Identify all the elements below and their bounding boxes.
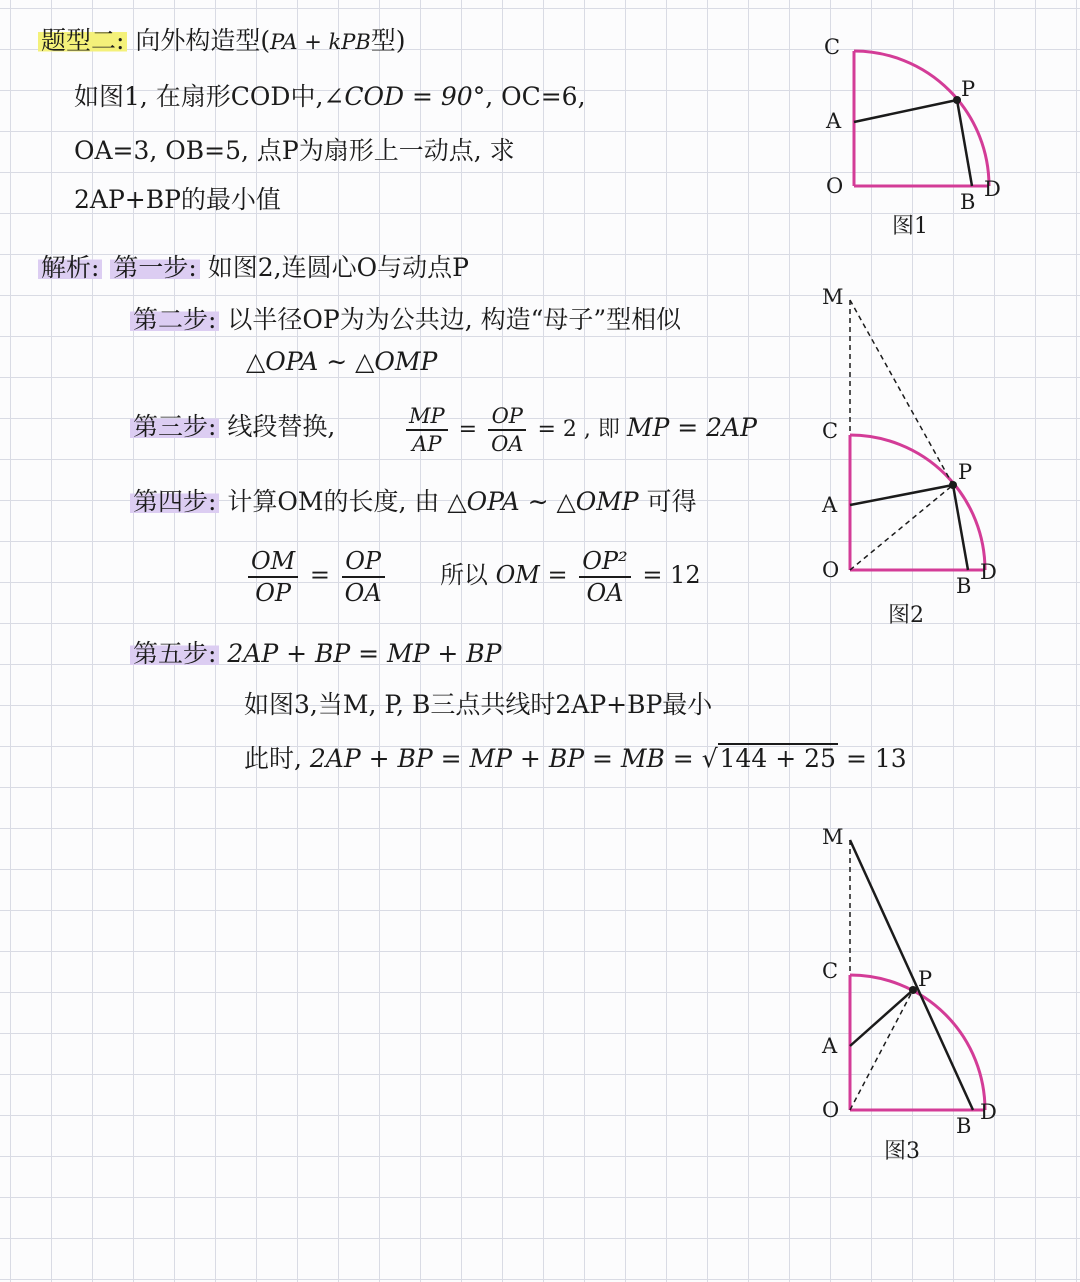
dashed-segment-mp <box>850 300 953 485</box>
fraction-denominator: OA <box>491 432 524 456</box>
label-c: C <box>822 959 839 983</box>
figure-3-caption: 图3 <box>884 1139 920 1164</box>
figure-2 <box>810 282 1040 632</box>
equals-sign: = <box>309 561 330 589</box>
segment-ap <box>854 100 957 122</box>
step1-text: 如图2,连圆心O与动点P <box>207 253 469 282</box>
label-b: B <box>956 1114 972 1138</box>
solution-step-4 <box>130 485 697 519</box>
label-d: D <box>984 177 1001 201</box>
om-result: = 12 <box>642 561 701 589</box>
step4-formula: △OPA ∼ △OMP <box>447 487 639 516</box>
dashed-segment-op <box>850 990 913 1110</box>
step3-result-formula: MP = 2AP <box>626 413 757 442</box>
label-a: A <box>822 493 838 517</box>
line3-result: = 13 <box>845 744 907 773</box>
sqrt-content: 144 + 25 <box>719 744 836 773</box>
step3-equation <box>402 398 757 460</box>
segment-ap <box>850 990 913 1046</box>
fraction-mp-ap <box>406 403 448 457</box>
title-suffix: 型) <box>370 26 406 55</box>
fraction-numerator: OP <box>342 546 385 578</box>
problem-tag: 题型二: <box>38 26 127 55</box>
fraction-op2-oa <box>579 546 630 608</box>
label-c: C <box>822 419 839 443</box>
line1-prefix: 如图1, 在扇形COD中, <box>74 82 324 111</box>
problem-title <box>38 24 406 59</box>
step4-text: 计算OM的长度, 由 <box>227 487 440 516</box>
problem-line-3: 2AP+BP的最小值 <box>74 185 281 214</box>
figure-1-caption: 图1 <box>892 214 928 239</box>
point-p <box>953 96 961 104</box>
step4-label: 第四步: <box>130 487 219 516</box>
fraction-numerator: OP <box>488 403 526 431</box>
figure-2-caption: 图2 <box>888 603 924 628</box>
label-d: D <box>980 560 997 584</box>
fraction-denominator: OA <box>586 578 624 607</box>
fraction-op-oa <box>342 546 385 608</box>
fraction-op-oa <box>488 403 526 457</box>
line3-formula: 2AP + BP = MP + BP = MB = <box>309 744 694 773</box>
label-c: C <box>824 35 841 59</box>
label-o: O <box>826 174 844 198</box>
step3-text: 线段替换, <box>227 412 336 441</box>
line1-formula: ∠COD = 90° <box>323 82 486 111</box>
point-p <box>949 481 957 489</box>
step2-text: 以半径OP为为公共边, 构造“母子”型相似 <box>227 305 682 334</box>
point-p <box>909 986 917 994</box>
label-m: M <box>822 825 844 849</box>
step2-label: 第二步: <box>130 305 219 334</box>
label-a: A <box>822 1034 838 1058</box>
step5-formula: 2AP + BP = MP + BP <box>227 639 502 668</box>
figure-3 <box>810 822 1040 1172</box>
fraction-numerator: OP² <box>579 546 630 578</box>
om-label: OM = <box>495 561 568 589</box>
label-o: O <box>822 1098 840 1122</box>
sqrt-sign: √ <box>701 744 718 773</box>
label-b: B <box>960 190 976 214</box>
solution-label: 解析: <box>38 253 102 282</box>
label-o: O <box>822 558 840 582</box>
label-p: P <box>961 77 976 101</box>
label-b: B <box>956 574 972 598</box>
step5-line-2: 如图3,当M, P, B三点共线时2AP+BP最小 <box>244 690 713 719</box>
step1-label: 第一步: <box>110 253 199 282</box>
fraction-om-op <box>248 546 298 608</box>
solution-step-2 <box>130 303 681 337</box>
label-m: M <box>822 285 844 309</box>
problem-line-1 <box>74 80 586 114</box>
equals-sign: = <box>458 417 478 442</box>
problem-line-2: OA=3, OB=5, 点P为扇形上一动点, 求 <box>74 136 515 165</box>
step3-label: 第三步: <box>130 412 219 441</box>
step5-line-3 <box>244 742 907 776</box>
so-text: 所以 <box>439 561 488 589</box>
solution-step-5 <box>130 637 502 671</box>
step4-text-suffix: 可得 <box>646 487 697 516</box>
solution-step-3 <box>130 410 335 444</box>
title-formula: PA + kPB <box>270 30 371 54</box>
line3-prefix: 此时, <box>244 744 302 773</box>
solution-step-1 <box>38 251 469 285</box>
label-p: P <box>918 967 933 991</box>
step2-formula: △OPA ∼ △OMP <box>246 347 438 376</box>
segment-pb <box>957 100 972 186</box>
label-p: P <box>958 460 973 484</box>
figure-1 <box>810 30 1040 245</box>
dashed-segment-op <box>850 485 953 570</box>
fraction-numerator: MP <box>406 403 448 431</box>
fraction-numerator: OM <box>248 546 298 578</box>
fraction-denominator: AP <box>412 432 442 456</box>
fraction-denominator: OP <box>255 578 292 607</box>
line1-suffix: , OC=6, <box>485 82 586 111</box>
segment-ap <box>850 485 953 505</box>
step4-equation <box>244 540 701 610</box>
title-prefix: 向外构造型( <box>135 26 271 55</box>
step5-label: 第五步: <box>130 639 219 668</box>
step3-result: = 2 , 即 <box>537 417 620 442</box>
label-a: A <box>826 109 842 133</box>
label-d: D <box>980 1100 997 1124</box>
fraction-denominator: OA <box>344 578 382 607</box>
